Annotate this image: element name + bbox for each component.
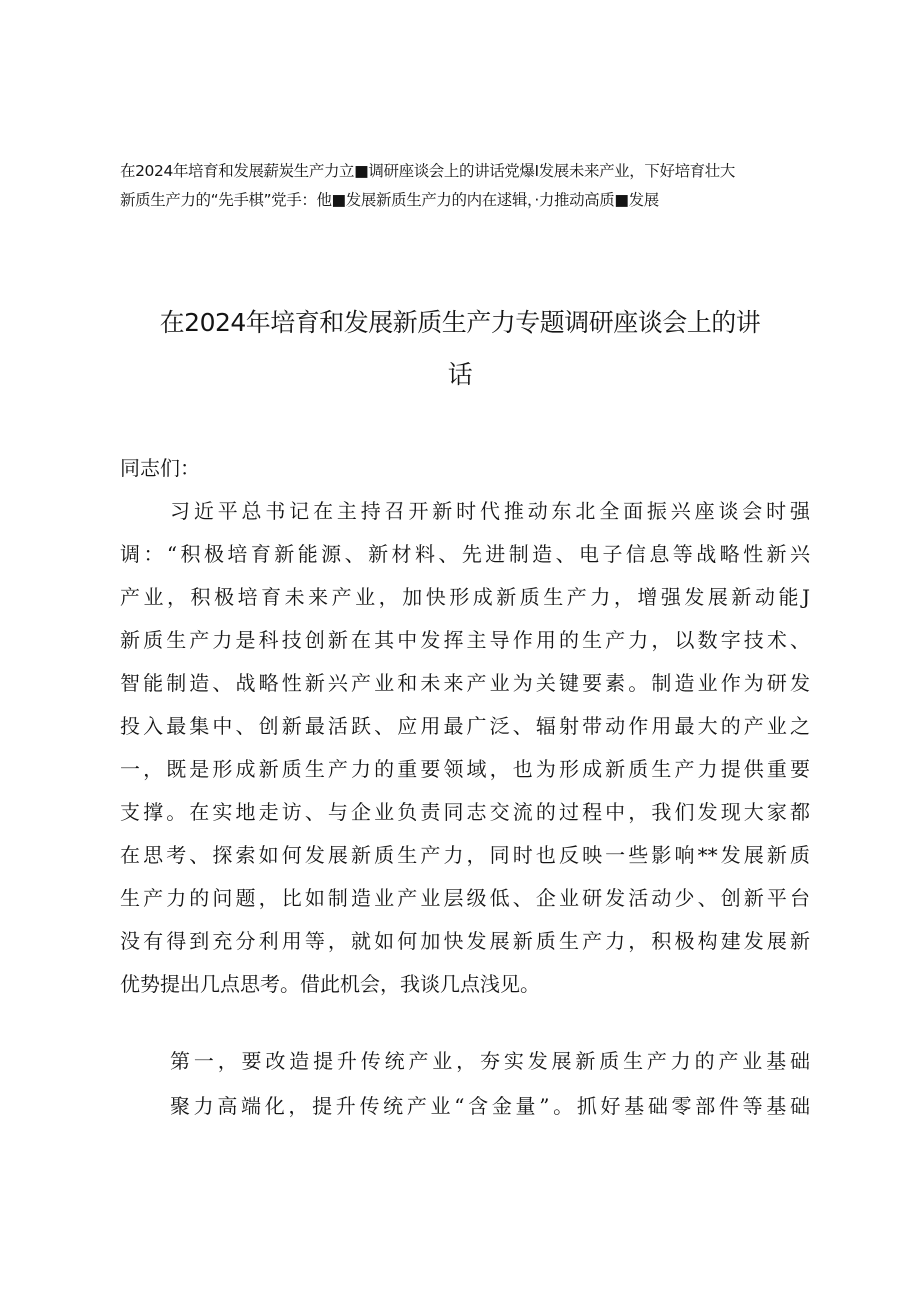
paragraph-1-line: 习近平总书记在主持召开新时代推动东北全面振兴座谈会时强 (170, 499, 810, 523)
document-title-line-2: 话 (447, 360, 473, 389)
paragraph-1-line: 新质生产力是科技创新在其中发挥主导作用的生产力，以数字技术、 (120, 628, 810, 652)
paragraph-1-line: 优势提出几点思考。借此机会，我谈几点浅见。 (120, 972, 540, 996)
header-line-1: 在2024年培育和发展薪炭生产力立■调研座谈会上的讲话党爆I发展未来产业，下好培育壮大 (120, 162, 735, 180)
paragraph-1-line: 调：“积极培育新能源、新材料、先进制造、电子信息等战略性新兴 (120, 542, 810, 566)
paragraph-1-line: 在思考、探索如何发展新质生产力，同时也反映一些影响**发展新质 (120, 843, 810, 867)
paragraph-1-line: 智能制造、战略性新兴产业和未来产业为关键要素。制造业作为研发 (120, 671, 810, 695)
section-1-line: 聚力高端化，提升传统产业“含金量”。抓好基础零部件等基础 (170, 1094, 810, 1118)
paragraph-1-line: 支撑。在实地走访、与企业负责同志交流的过程中，我们发现大家都 (120, 800, 810, 824)
paragraph-1-line: 投入最集中、创新最活跃、应用最广泛、辐射带动作用最大的产业之 (120, 714, 810, 738)
paragraph-1-line: 一，既是形成新质生产力的重要领域，也为形成新质生产力提供重要 (120, 757, 810, 781)
paragraph-1-line: 生产力的问题，比如制造业产业层级低、企业研发活动少、创新平台 (120, 886, 810, 910)
paragraph-1-line: 产业，积极培育未来产业，加快形成新质生产力，增强发展新动能J (120, 585, 810, 609)
document-title-line-1: 在2024年培育和发展新质生产力专题调研座谈会上的讲 (159, 308, 761, 337)
section-1-heading: 第一，要改造提升传统产业，夯实发展新质生产力的产业基础 (170, 1049, 810, 1073)
paragraph-1-line: 没有得到充分利用等，就如何加快发展新质生产力，积极构建发展新 (120, 929, 810, 953)
salutation: 同志们： (120, 456, 200, 480)
header-line-2: 新质生产力的“先手棋”党手：他■发展新质生产力的内在逑辑，·力推动高质■发展 (120, 191, 659, 209)
